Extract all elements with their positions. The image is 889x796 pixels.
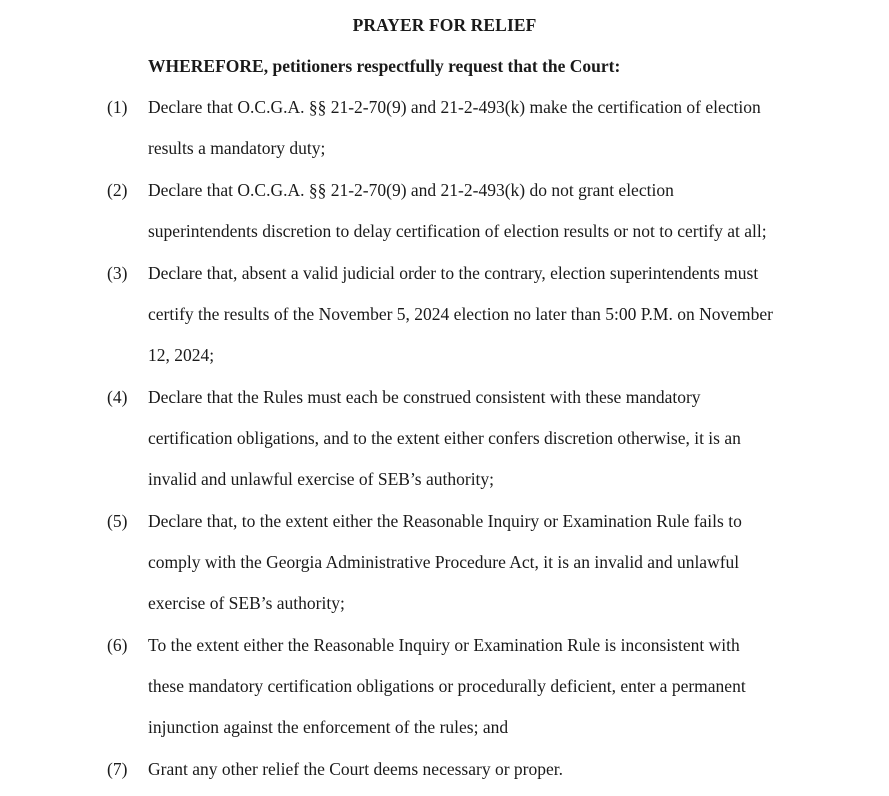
item-line: injunction against the enforcement of the rules; and bbox=[148, 717, 509, 737]
item-line: To the extent either the Reasonable Inquiry or Examination Rule is inconsistent with bbox=[148, 635, 740, 655]
item-line: 12, 2024; bbox=[148, 345, 215, 365]
item-line: Declare that the Rules must each be construed consistent with these mandatory bbox=[148, 387, 701, 407]
item-line: certification obligations, and to the extent either confers discretion otherwise, it is an bbox=[148, 428, 741, 448]
item-line: Declare that O.C.G.A. §§ 21-2-70(9) and 21-2-493(k) do not grant election bbox=[148, 180, 674, 200]
item-line: Declare that, absent a valid judicial order to the contrary, election superintendents must bbox=[148, 263, 759, 283]
item-line: certify the results of the November 5, 2024 election no later than 5:00 P.M. on November bbox=[148, 304, 773, 324]
item-number: (4) bbox=[107, 387, 128, 407]
item-line: exercise of SEB’s authority; bbox=[148, 593, 345, 613]
item-line: superintendents discretion to delay certification of election results or not to certify at all; bbox=[148, 221, 767, 241]
item-number: (3) bbox=[107, 263, 128, 283]
intro-paragraph: WHEREFORE, petitioners respectfully request that the Court: bbox=[148, 56, 621, 76]
item-number: (7) bbox=[107, 759, 128, 779]
item-number: (2) bbox=[107, 180, 128, 200]
item-line: these mandatory certification obligations or procedurally deficient, enter a permanent bbox=[148, 676, 746, 696]
item-line: Declare that, to the extent either the Reasonable Inquiry or Examination Rule fails to bbox=[148, 511, 742, 531]
item-number: (6) bbox=[107, 635, 128, 655]
item-line: Grant any other relief the Court deems necessary or proper. bbox=[148, 759, 563, 779]
item-line: results a mandatory duty; bbox=[148, 138, 326, 158]
item-line: invalid and unlawful exercise of SEB’s authority; bbox=[148, 469, 495, 489]
item-line: Declare that O.C.G.A. §§ 21-2-70(9) and 21-2-493(k) make the certification of election bbox=[148, 97, 761, 117]
section-heading: PRAYER FOR RELIEF bbox=[352, 15, 537, 35]
item-line: comply with the Georgia Administrative Procedure Act, it is an invalid and unlawful bbox=[148, 552, 740, 572]
item-number: (1) bbox=[107, 97, 128, 117]
item-number: (5) bbox=[107, 511, 128, 531]
